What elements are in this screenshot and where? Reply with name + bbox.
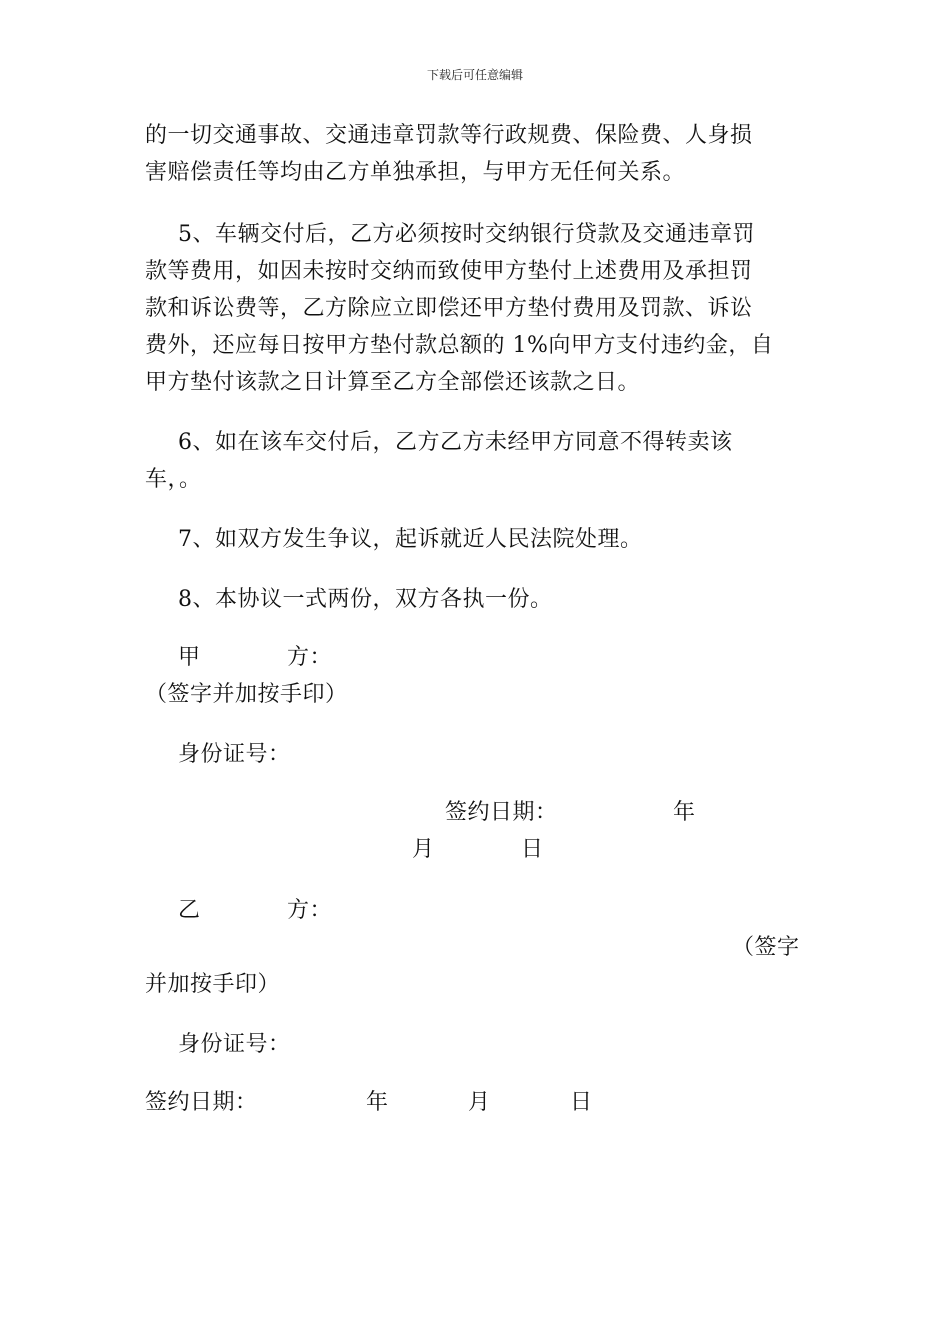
- party-b-sign-note-end: 并加按手印）: [145, 972, 281, 997]
- party-a-label-suffix: 方：: [287, 645, 333, 670]
- header-note: 下载后可任意编辑: [426, 68, 523, 82]
- party-a-sign-note: （签字并加按手印）: [145, 682, 348, 707]
- party-b-date-label: 签约日期：: [145, 1090, 258, 1115]
- clause-7-line: 7、如双方发生争议，起诉就近人民法院处理。: [178, 527, 643, 552]
- party-b-date-month: 月: [468, 1090, 491, 1115]
- party-b-label-char: 乙: [178, 898, 201, 923]
- party-b-sign-note-start: （签字: [732, 935, 800, 960]
- clause-8-line: 8、本协议一式两份，双方各执一份。: [178, 587, 553, 612]
- clause-5-line: 款等费用，如因未按时交纳而致使甲方垫付上述费用及承担罚: [145, 259, 753, 284]
- clause-5-line: 5、车辆交付后，乙方必须按时交纳银行贷款及交通违章罚: [178, 222, 755, 247]
- clause-6-line: 车，。: [145, 467, 202, 492]
- party-a-date-label: 签约日期：: [445, 800, 558, 825]
- party-b-id-label: 身份证号：: [178, 1032, 291, 1057]
- party-a-date-year: 年: [673, 800, 696, 825]
- party-a-label-char: 甲: [178, 645, 201, 670]
- clause-6-line: 6、如在该车交付后，乙方乙方未经甲方同意不得转卖该: [178, 430, 733, 455]
- clause-5-line: 费外，还应每日按甲方垫付款总额的 1%向甲方支付违约金，自: [145, 333, 774, 358]
- party-a-id-label: 身份证号：: [178, 742, 291, 767]
- clause-5-line: 款和诉讼费等，乙方除应立即偿还甲方垫付费用及罚款、诉讼: [145, 296, 753, 321]
- clause-5-line: 甲方垫付该款之日计算至乙方全部偿还该款之日。: [145, 370, 641, 395]
- party-a-date-month: 月: [412, 837, 435, 862]
- party-b-date-year: 年: [366, 1090, 389, 1115]
- paragraph-line: 害赔偿责任等均由乙方单独承担，与甲方无任何关系。: [145, 160, 686, 185]
- party-b-date-day: 日: [570, 1090, 593, 1115]
- party-a-date-day: 日: [521, 837, 544, 862]
- paragraph-line: 的一切交通事故、交通违章罚款等行政规费、保险费、人身损: [145, 123, 753, 148]
- party-b-label-suffix: 方：: [287, 898, 333, 923]
